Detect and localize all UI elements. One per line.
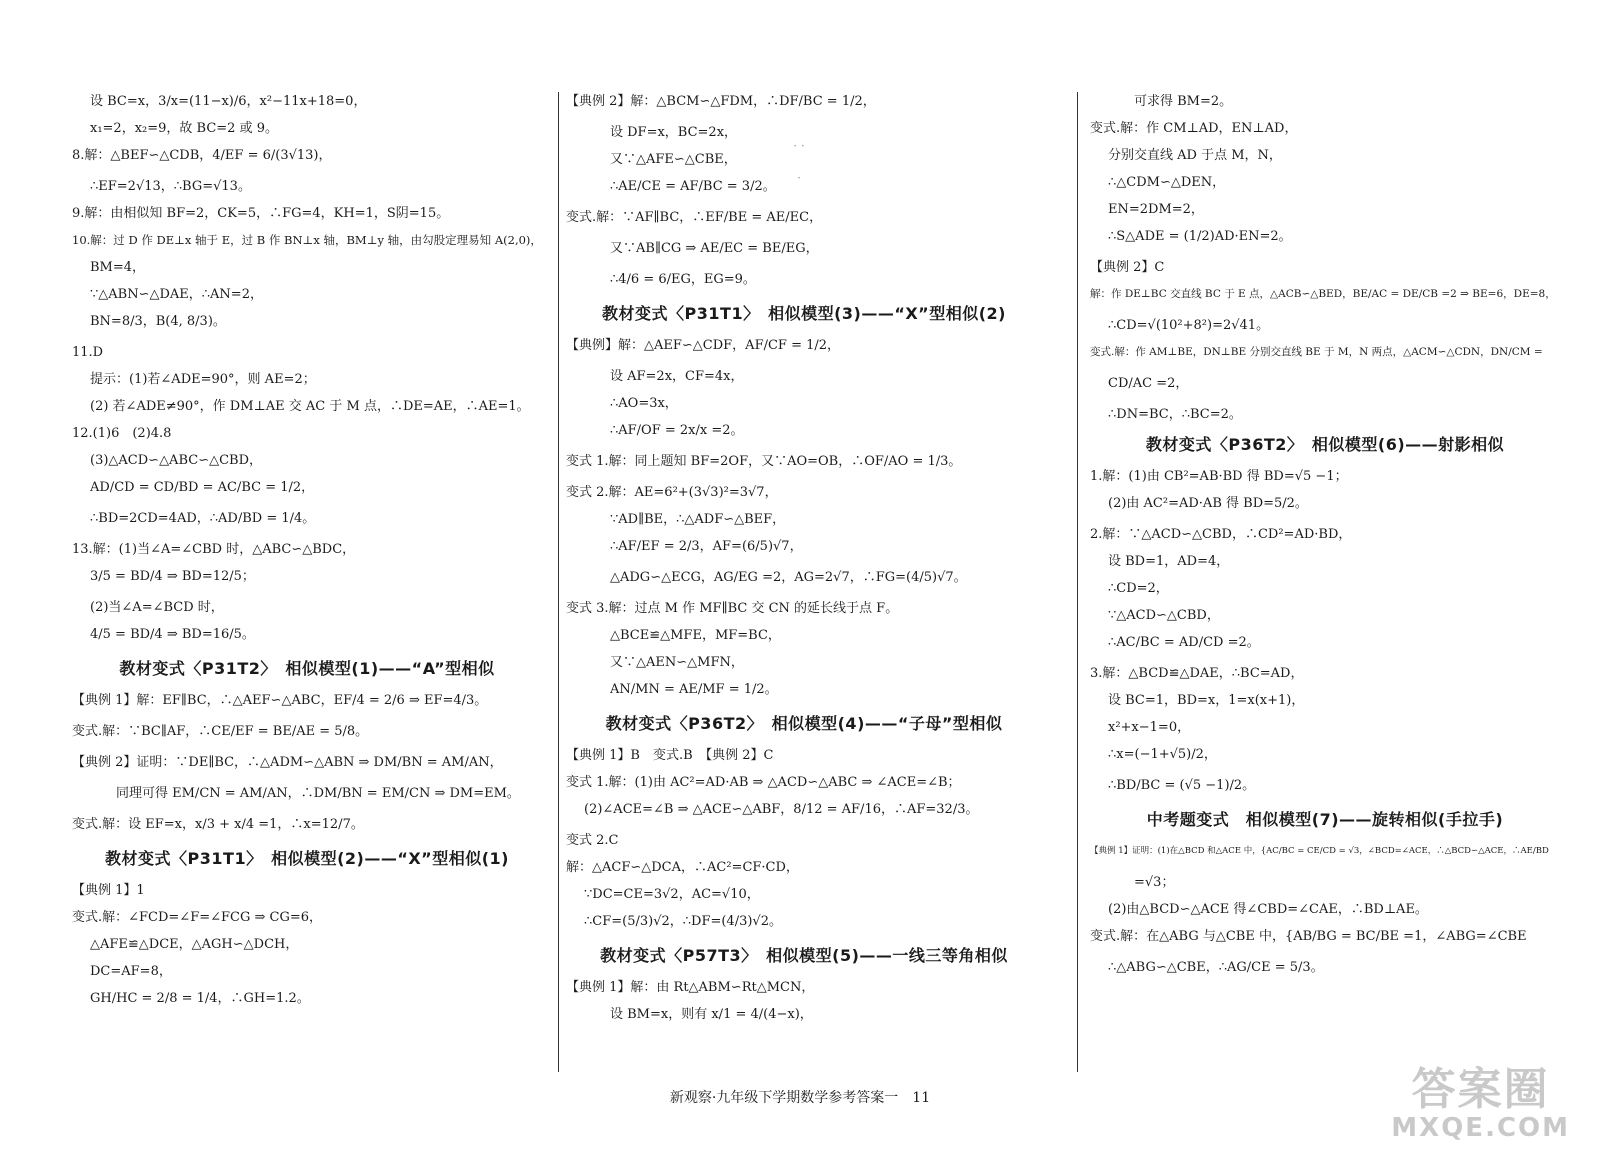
answer-line: 【典例 1】1 — [72, 883, 145, 898]
answer-line: ∴△CDM∽△DEN， — [1108, 175, 1226, 190]
answer-line: 2.解：∵△ACD∽△CBD，∴CD²=AD·BD， — [1090, 527, 1352, 542]
answer-line: ∴AC/BC = AD/CD =2。 — [1108, 635, 1260, 650]
answer-line: x²+x−1=0， — [1108, 720, 1191, 735]
answer-line: 又∵△AFE∽△CBE， — [610, 152, 737, 167]
answer-line: 又∵AB∥CG ⇒ AE/EC = BE/EG， — [610, 241, 819, 256]
answer-line: ∵△ABN∽△DAE，∴AN=2， — [90, 287, 263, 302]
answer-line: ∴CF=(5/3)√2，∴DF=(4/3)√2。 — [584, 914, 782, 929]
answer-line: 变式.解：作 AM⊥BE，DN⊥BE 分别交直线 BE 于 M，N 两点，△ACM∽△CDN，DN/CM = — [1090, 346, 1543, 358]
answer-line: 设 BM=x，则有 x/1 = 4/(4−x)， — [610, 1007, 813, 1022]
answer-line: 变式 3.解：过点 M 作 MF∥BC 交 CN 的延长线于点 F。 — [566, 601, 899, 616]
answer-line: ∴AO=3x， — [610, 396, 678, 411]
answer-line: 又∵△AEN∽△MFN， — [610, 655, 744, 670]
answer-line: 设 BC=x，3/x=(11−x)/6，x²−11x+18=0， — [90, 94, 367, 109]
answer-line: 4/5 = BD/4 ⇒ BD=16/5。 — [90, 627, 255, 642]
answer-line: 【典例 1】解：EF∥BC，∴△AEF∽△ABC，EF/4 = 2/6 ⇒ EF=4/3。 — [72, 693, 488, 708]
answer-line: AD/CD = CD/BD = AC/BC = 1/2， — [90, 480, 315, 495]
answer-line: ∴BD/BC = (√5 −1)/2。 — [1108, 778, 1256, 793]
answer-line: ∵△ACD∽△CBD， — [1108, 608, 1220, 623]
answer-line: ∴CD=2， — [1108, 581, 1169, 596]
answer-line: DC=AF=8， — [90, 964, 172, 979]
answer-line: △BCE≌△MFE，MF=BC， — [610, 628, 781, 643]
answer-line: 【典例 1】解：由 Rt△ABM∽Rt△MCN， — [566, 980, 815, 995]
answer-line: 变式 2.C — [566, 833, 619, 848]
answer-line: 分别交直线 AD 于点 M，N， — [1108, 148, 1282, 163]
answer-line: 变式 1.解：(1)由 AC²=AD·AB ⇒ △ACD∽△ABC ⇒ ∠ACE=∠B； — [566, 775, 961, 790]
answer-line: GH/HC = 2/8 = 1/4，∴GH=1.2。 — [90, 991, 310, 1006]
answer-line: 【典例 2】C — [1090, 260, 1165, 275]
answer-line: 【典例 2】证明：∵DE∥BC，∴△ADM∽△ABN ⇒ DM/BN = AM/AN， — [72, 755, 503, 770]
answer-column-left — [72, 92, 542, 1016]
answer-line: 解：作 DE⊥BC 交直线 BC 于 E 点，△ACB∽△BED，BE/AC = DE/CB =2 ⇒ BE=6，DE=8， — [1090, 288, 1556, 300]
answer-line: 变式.解：∵BC∥AF，∴CE/EF = BE/AE = 5/8。 — [72, 724, 369, 739]
answer-column-right — [1090, 92, 1560, 989]
answer-line: 13.解：(1)当∠A=∠CBD 时，△ABC∽△BDC， — [72, 542, 356, 557]
watermark — [1391, 1064, 1570, 1143]
faint-margin-stamp: · · · — [793, 139, 805, 185]
answer-line: 12.(1)6 (2)4.8 — [72, 426, 172, 441]
answer-column-middle — [566, 92, 1042, 1032]
answer-line: ∴△ABG∽△CBE，∴AG/CE = 5/3。 — [1108, 960, 1324, 975]
answer-line: x₁=2，x₂=9，故 BC=2 或 9。 — [90, 121, 278, 136]
section-heading: 教材变式〈P31T1〉 相似模型(2)——“X”型相似(1) — [105, 849, 509, 868]
answer-line: ∴x=(−1+√5)/2， — [1108, 747, 1217, 762]
answer-line: △AFE≌△DCE，△AGH∽△DCH， — [90, 937, 299, 952]
answer-line: 【典例 1】证明：(1)在△BCD 和△ACE 中，{AC/BC = CE/CD = √3，∠BCD=∠ACE，∴△BCD∽△ACE，∴AE/BD — [1090, 846, 1549, 856]
watermark-url: MXQE.COM — [1391, 1113, 1570, 1143]
answer-line: 变式 1.解：同上题知 BF=2OF，又∵AO=OB，∴OF/AO = 1/3。 — [566, 454, 962, 469]
answer-line: 变式.解：设 EF=x，x/3 + x/4 =1，∴x=12/7。 — [72, 817, 364, 832]
answer-line: (2) 若∠ADE≠90°，作 DM⊥AE 交 AC 于 M 点，∴DE=AE，∴AE=1。 — [90, 399, 530, 414]
column-divider — [1077, 92, 1078, 1072]
answer-line: 10.解：过 D 作 DE⊥x 轴于 E，过 B 作 BN⊥x 轴，BM⊥y 轴，由勾股定理易知 A(2,0)， — [72, 233, 542, 247]
answer-line: 变式.解：在△ABG 与△CBE 中，{AB/BG = BC/BE =1，∠ABG=∠CBE — [1090, 929, 1527, 944]
answer-line: 设 BC=1，BD=x，1=x(x+1)， — [1108, 693, 1305, 708]
answer-line: 可求得 BM=2。 — [1134, 94, 1233, 109]
section-heading: 中考题变式 相似模型(7)——旋转相似(手拉手) — [1146, 810, 1504, 829]
answer-line: ∴4/6 = 6/EG，EG=9。 — [610, 272, 756, 287]
section-heading: 教材变式〈P31T2〉 相似模型(1)——“A”型相似 — [119, 659, 495, 678]
answer-line: 【典例】解：△AEF∽△CDF，AF/CF = 1/2， — [566, 338, 841, 353]
answer-line: ∴BD=2CD=4AD，∴AD/BD = 1/4。 — [90, 511, 316, 526]
answer-line: (2)当∠A=∠BCD 时， — [90, 600, 224, 615]
answer-line: 【典例 1】B 变式.B 【典例 2】C — [566, 748, 774, 763]
answer-line: ∵AD∥BE，∴△ADF∽△BEF， — [610, 512, 786, 527]
answer-line: ∴AF/EF = 2/3，AF=(6/5)√7， — [610, 539, 803, 554]
answer-line: 同理可得 EM/CN = AM/AN，∴DM/BN = EM/CN ⇒ DM=EM。 — [116, 786, 520, 801]
answer-line: (2)由 AC²=AD·AB 得 BD=5/2。 — [1108, 496, 1308, 511]
answer-line: ∴S△ADE = (1/2)AD·EN=2。 — [1108, 229, 1292, 244]
answer-line: ∴EF=2√13，∴BG=√13。 — [90, 179, 251, 194]
answer-line: (2)∠ACE=∠B ⇒ △ACE∽△ABF，8/12 = AF/16，∴AF=32/3。 — [584, 802, 979, 817]
answer-line: ∴AF/OF = 2x/x =2。 — [610, 423, 744, 438]
answer-line: ∴AE/CE = AF/BC = 3/2。 — [610, 179, 776, 194]
answer-line: EN=2DM=2， — [1108, 202, 1204, 217]
answer-line: 设 BD=1，AD=4， — [1108, 554, 1230, 569]
answer-line: =√3； — [1134, 875, 1175, 890]
section-heading: 教材变式〈P36T2〉 相似模型(4)——“子母”型相似 — [605, 714, 1003, 733]
answer-line: ∴CD=√(10²+8²)=2√41。 — [1108, 318, 1270, 333]
section-heading: 教材变式〈P31T1〉 相似模型(3)——“X”型相似(2) — [602, 304, 1006, 323]
answer-line: BM=4， — [90, 260, 146, 275]
answer-line: △ADG∽△ECG，AG/EG =2，AG=2√7，∴FG=(4/5)√7。 — [610, 570, 967, 585]
answer-line: 设 DF=x，BC=2x， — [610, 125, 738, 140]
answer-line: CD/AC =2， — [1108, 376, 1189, 391]
answer-line: 设 AF=2x，CF=4x， — [610, 369, 744, 384]
page-footer: 新观察·九年级下学期数学参考答案一 11 — [669, 1090, 931, 1106]
answer-line: 1.解：(1)由 CB²=AB·BD 得 BD=√5 −1； — [1090, 469, 1348, 484]
column-divider — [558, 92, 559, 1072]
answer-line: 3.解：△BCD≌△DAE，∴BC=AD， — [1090, 666, 1304, 681]
answer-line: ∴DN=BC，∴BC=2。 — [1108, 407, 1242, 422]
answer-line: 解：△ACF∽△DCA，∴AC²=CF·CD， — [566, 860, 799, 875]
answer-line: 变式.解：∵AF∥BC，∴EF/BE = AE/EC， — [566, 210, 823, 225]
answer-line: (3)△ACD∽△ABC∽△CBD， — [90, 453, 263, 468]
answer-line: 变式 2.解：AE=6²+(3√3)²=3√7， — [566, 485, 778, 500]
answer-line: AN/MN = AE/MF = 1/2。 — [610, 682, 778, 697]
section-heading: 教材变式〈P36T2〉 相似模型(6)——射影相似 — [1145, 435, 1505, 454]
section-heading: 教材变式〈P57T3〉 相似模型(5)——一线三等角相似 — [600, 946, 1008, 965]
answer-line: (2)由△BCD∽△ACE 得∠CBD=∠CAE，∴BD⊥AE。 — [1108, 902, 1428, 917]
answer-line: 8.解：△BEF∽△CDB，4/EF = 6/(3√13)， — [72, 148, 332, 163]
answer-line: ∵DC=CE=3√2，AC=√10， — [584, 887, 760, 902]
answer-line: 9.解：由相似知 BF=2，CK=5，∴FG=4，KH=1，S阴=15。 — [72, 206, 450, 221]
answer-line: 变式.解：作 CM⊥AD，EN⊥AD， — [1090, 121, 1298, 136]
answer-line: 3/5 = BD/4 ⇒ BD=12/5； — [90, 569, 255, 584]
answer-line: 提示：(1)若∠ADE=90°，则 AE=2； — [90, 372, 316, 387]
answer-line: 【典例 2】解：△BCM∽△FDM，∴DF/BC = 1/2， — [566, 94, 876, 109]
answer-line: 11.D — [72, 345, 104, 360]
answer-line: BN=8/3，B(4, 8/3)。 — [90, 314, 226, 329]
watermark-logo: 答案圈 — [1411, 1064, 1550, 1115]
answer-line: 变式.解：∠FCD=∠F=∠FCG ⇒ CG=6， — [72, 910, 323, 925]
